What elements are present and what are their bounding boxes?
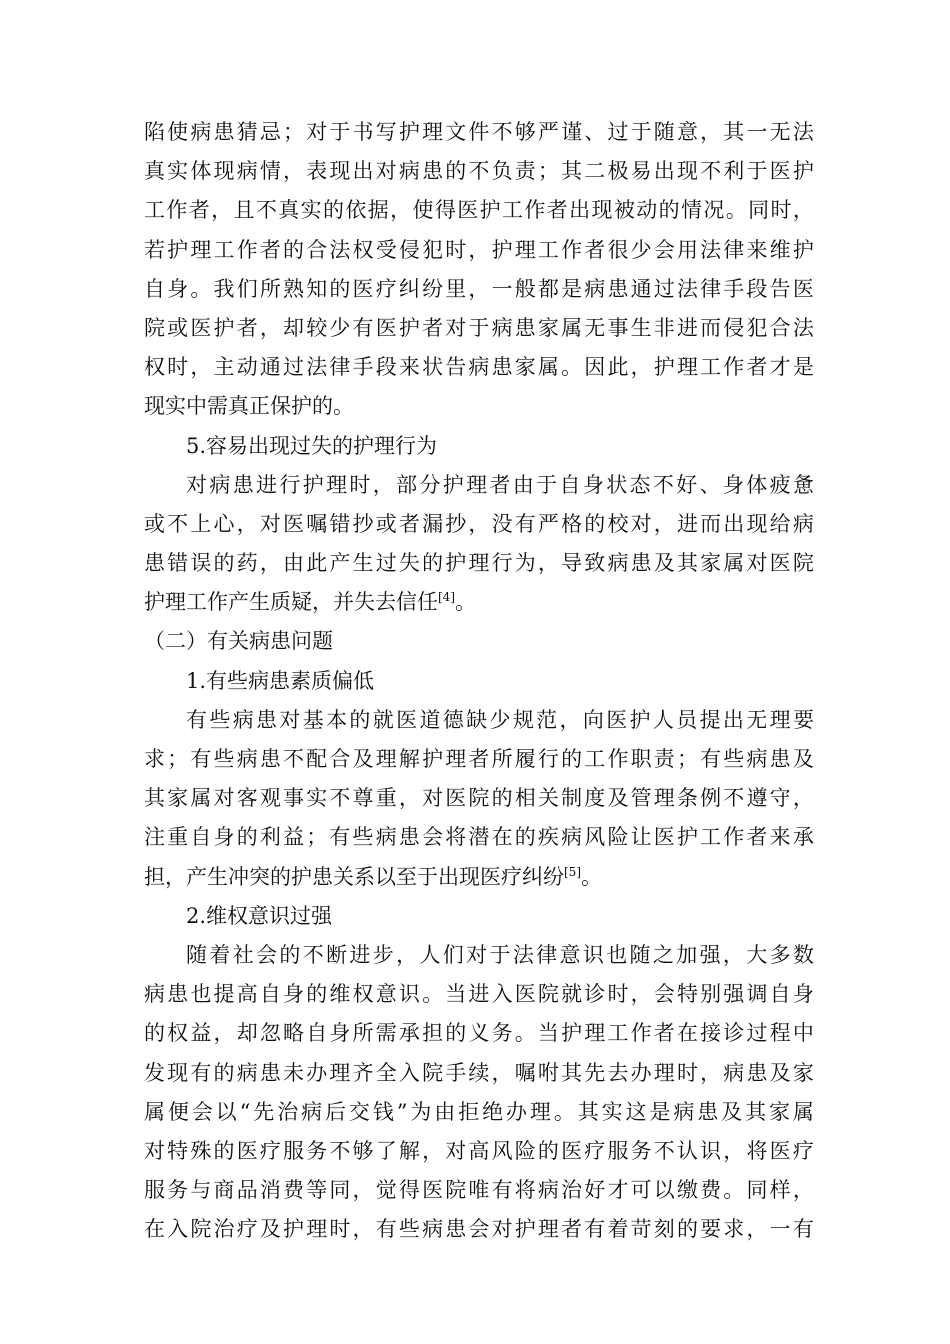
paragraph-3 (144, 701, 814, 897)
text-span: 。 (455, 590, 476, 615)
text-line: 工 作 者 ， 且 不 真 实 的 依 据 ， 使 得 医 护 工 作 者 出 现 被 动 的 情 况 。 同 时 ， (144, 198, 814, 223)
text-line: 有 些 病 患 对 基 本 的 就 医 道 德 缺 少 规 范 ， 向 医 护 人 员 提 出 无 理 要 (186, 707, 814, 732)
subheading-5: 5.容易出现过失的护理行为 (186, 433, 438, 458)
text-line: 患 错 误 的 药 ， 由 此 产 生 过 失 的 护 理 行 为 ， 导 致 病 患 及 其 家 属 对 医 院 (144, 551, 814, 576)
text-line: 现实中需真正保护的。 (144, 394, 354, 419)
text-span: 。 (581, 864, 602, 889)
text-line: 随 着 社 会 的 不 断 进 步 ， 人 们 对 于 法 律 意 识 也 随 之 加 强 ， 大 多 数 (186, 942, 814, 967)
text-line: 陷 使 病 患 猜 忌 ； 对 于 书 写 护 理 文 件 不 够 严 谨 、 过 于 随 意 ， 其 一 无 法 (144, 120, 814, 144)
text-line: 在 入 院 治 疗 及 护 理 时 ， 有 些 病 患 会 对 护 理 者 有 着 苛 刻 的 要 求 ， 一 有 (144, 1217, 814, 1242)
section-heading-2: （二）有关病患问题 (144, 629, 333, 654)
citation-5: [5] (564, 864, 581, 879)
subheading-2: 2.维权意识过强 (186, 903, 333, 928)
text-line: 真 实 体 现 病 情 ， 表 现 出 对 病 患 的 不 负 责 ； 其 二 极 易 出 现 不 利 于 医 护 (144, 159, 814, 184)
text-line: 的 权 益 ， 却 忽 略 自 身 所 需 承 担 的 义 务 。 当 护 理 工 作 者 在 接 诊 过 程 中 (144, 1021, 814, 1046)
subheading-1: 1.有些病患素质偏低 (186, 668, 375, 693)
text-line: 院 或 医 护 者 ， 却 较 少 有 医 护 者 对 于 病 患 家 属 无 事 生 非 进 而 侵 犯 合 法 (144, 315, 814, 340)
text-line: 对 病 患 进 行 护 理 时 ， 部 分 护 理 者 由 于 自 身 状 态 不 好 、 身 体 疲 惫 (186, 472, 814, 497)
text-line: 发 现 有 的 病 患 未 办 理 齐 全 入 院 手 续 ， 嘱 咐 其 先 去 办 理 时 ， 病 患 及 家 (144, 1060, 814, 1085)
paragraph-4 (144, 936, 814, 1250)
text-line: 其 家 属 对 客 观 事 实 不 尊 重 ， 对 医 院 的 相 关 制 度 及 管 理 条 例 不 遵 守 ， (144, 786, 814, 811)
text-line (144, 583, 814, 622)
paragraph-1 (144, 113, 814, 427)
text-line: 病 患 也 提 高 自 身 的 维 权 意 识 。 当 进 入 医 院 就 诊 时 ， 会 特 别 强 调 自 身 (144, 982, 814, 1007)
text-span: 担，产生冲突的护患关系以至于出现医疗纠纷 (144, 864, 564, 889)
text-span: 护理工作产生质疑，并失去信任 (144, 590, 438, 615)
text-line: 或 不 上 心 ， 对 医 嘱 错 抄 或 者 漏 抄 ， 没 有 严 格 的 校 对 ， 进 而 出 现 给 病 (144, 511, 814, 536)
text-line: 注 重 自 身 的 利 益 ； 有 些 病 患 会 将 潜 在 的 疾 病 风 险 让 医 护 工 作 者 来 承 (144, 825, 814, 850)
text-line: 自 身 。 我 们 所 熟 知 的 医 疗 纠 纷 里 ， 一 般 都 是 病 患 通 过 法 律 手 段 告 医 (144, 276, 814, 301)
text-line: 服 务 与 商 品 消 费 等 同 ， 觉 得 医 院 唯 有 将 病 治 好 才 可 以 缴 费 。 同 样 ， (144, 1178, 814, 1203)
text-line (144, 858, 814, 897)
text-line: 若 护 理 工 作 者 的 合 法 权 受 侵 犯 时 ， 护 理 工 作 者 很 少 会 用 法 律 来 维 护 (144, 237, 814, 262)
text-line: 求 ； 有 些 病 患 不 配 合 及 理 解 护 理 者 所 履 行 的 工 作 职 责 ； 有 些 病 患 及 (144, 747, 814, 771)
text-line: 属 便 会 以 “ 先 治 病 后 交 钱 ” 为 由 拒 绝 办 理 。 其 实 这 是 病 患 及 其 家 属 (144, 1099, 814, 1124)
text-line: 对 特 殊 的 医 疗 服 务 不 够 了 解 ， 对 高 风 险 的 医 疗 服 务 不 认 识 ， 将 医 疗 (144, 1138, 814, 1163)
paragraph-2 (144, 466, 814, 623)
citation-4: [4] (438, 590, 455, 605)
text-line: 权 时 ， 主 动 通 过 法 律 手 段 来 状 告 病 患 家 属 。 因 此 ， 护 理 工 作 者 才 是 (144, 355, 814, 380)
document-page (144, 113, 814, 1249)
